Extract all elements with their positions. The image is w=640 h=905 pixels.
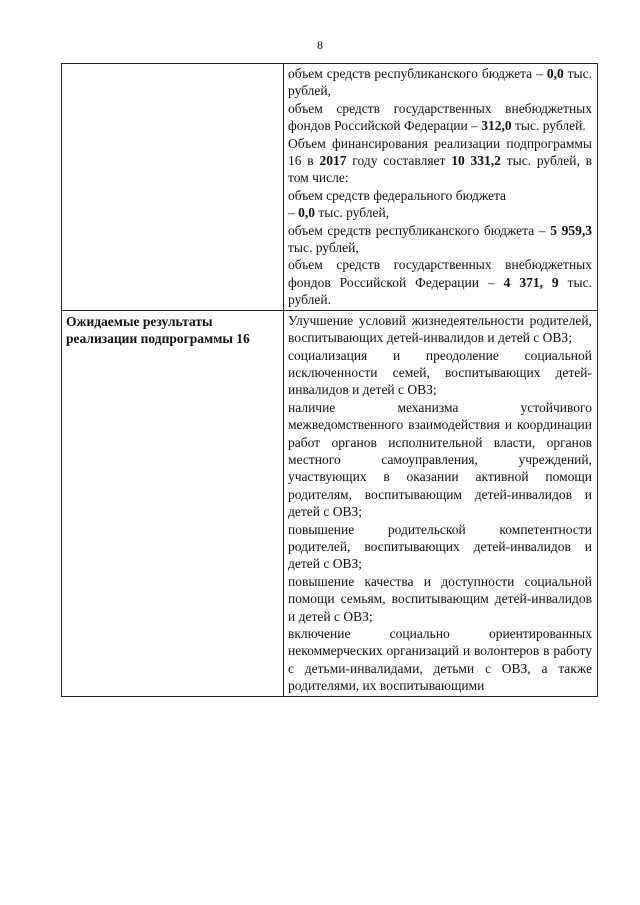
funding-line: объем средств государственных внебюджетных фондов Российской Федерации – 312,0 тыс. рублей. [288, 100, 592, 134]
table-row [62, 310, 598, 696]
result-item: социализация и преодоление социальной исключенности семей, воспитывающих детей-инвалидов и детей с ОВЗ; [288, 347, 592, 398]
page-number: 8 [317, 38, 323, 52]
funding-line: Объем финансирования реализации подпрограммы 16 в 2017 году составляет 10 331,2 тыс. рублей, в том числе: [288, 135, 593, 186]
funding-line: – 0,0 тыс. рублей, [288, 205, 390, 221]
result-item: включение социально ориентированных некоммерческих организаций и волонтеров в работу с детьми-инвалидами, детьми с ОВЗ, а также родителями, их воспитывающими [288, 626, 592, 694]
result-item: повышение родительской компетентности родителей, воспитывающих детей-инвалидов и детей с ОВЗ; [288, 521, 592, 572]
result-item: повышение качества и доступности социальной помощи семьям, воспитывающим детей-инвалидов и детей с ОВЗ; [288, 573, 592, 624]
subprogram-passport-table [61, 63, 598, 697]
funding-line: объем средств республиканского бюджета – 0,0 тыс. рублей, [288, 66, 592, 99]
result-item: Улучшение условий жизнедеятельности родителей, воспитывающих детей-инвалидов и детей с ОВЗ; [288, 312, 592, 346]
result-item: наличие механизма устойчивого межведомственного взаимодействия и координации работ органов исполнительной власти, органов местного самоуправления, учреждений, участвующих в оказании активной помощи родителям, воспитывающим детей-инвалидов и детей с ОВЗ; [288, 399, 592, 520]
funding-line: объем средств республиканского бюджета – 5 959,3 тыс. рублей, [288, 222, 593, 256]
funding-line: объем средств государственных внебюджетных фондов Российской Федерации – 4 371, 9 тыс. рублей. [288, 257, 592, 308]
row-content-cell [284, 64, 598, 311]
table-row [62, 64, 598, 311]
funding-line: объем средств федерального бюджета [288, 187, 507, 203]
row-label-cell [62, 310, 284, 696]
row-label-cell [62, 64, 284, 311]
row-content-cell [284, 310, 598, 696]
row-label: Ожидаемые результаты реализации подпрограммы 16 [66, 313, 250, 346]
